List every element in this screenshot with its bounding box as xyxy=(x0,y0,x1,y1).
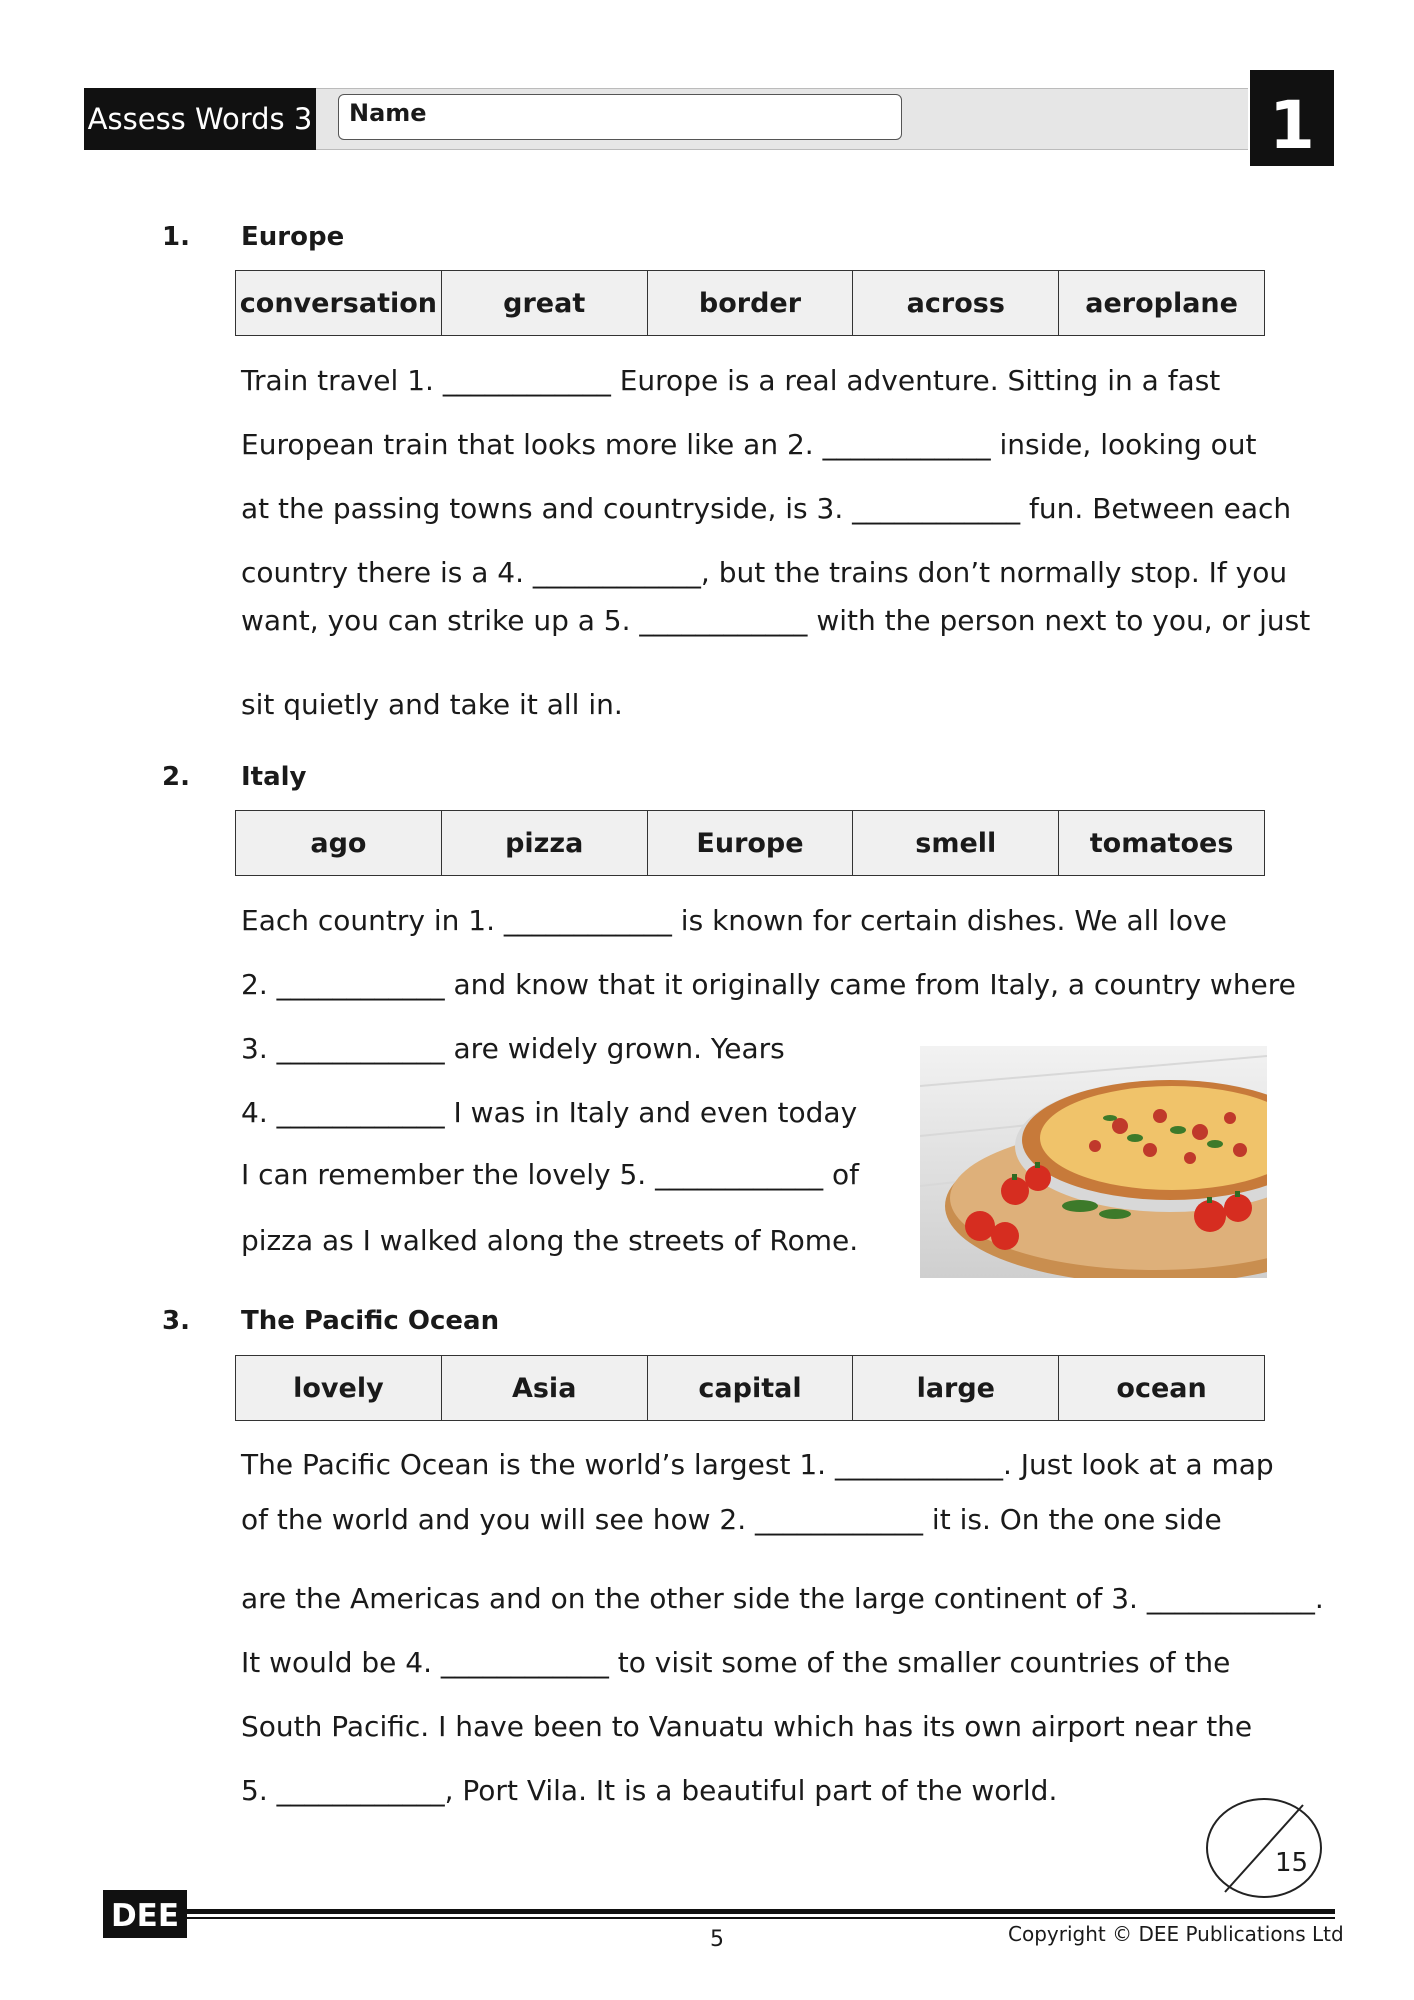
word-bank-item: border xyxy=(648,271,854,335)
passage-line: at the passing towns and countryside, is 3. ____________ fun. Between each xyxy=(241,492,1292,525)
passage-line: Each country in 1. ____________ is known for certain dishes. We all love xyxy=(241,904,1227,937)
word-bank-item: ago xyxy=(236,811,442,875)
passage-line: 2. ____________ and know that it originally came from Italy, a country where xyxy=(241,968,1296,1001)
passage-line: sit quietly and take it all in. xyxy=(241,688,623,721)
passage-line: pizza as I walked along the streets of Rome. xyxy=(241,1224,859,1257)
unit-number: 1 xyxy=(1250,70,1334,166)
name-field[interactable] xyxy=(338,94,902,140)
footer-rule xyxy=(187,1917,1335,1919)
word-bank-item: ocean xyxy=(1116,1372,1207,1404)
passage-line: The Pacific Ocean is the world’s largest 1. ____________. Just look at a map xyxy=(241,1448,1274,1481)
word-bank-item: tomatoes xyxy=(1089,827,1234,859)
question-title: Italy xyxy=(241,762,307,792)
word-bank xyxy=(235,810,1265,876)
pizza-image xyxy=(920,1046,1267,1278)
word-bank-item: capital xyxy=(648,1356,854,1420)
word-bank-item: smell xyxy=(853,811,1059,875)
publisher-logo: DEE xyxy=(103,1890,187,1938)
word-bank-item: Asia xyxy=(442,1356,648,1420)
word-bank-item: Europe xyxy=(648,811,854,875)
name-label: Name xyxy=(349,99,427,127)
passage-line: It would be 4. ____________ to visit some of the smaller countries of the xyxy=(241,1646,1231,1679)
word-bank xyxy=(235,1355,1265,1421)
footer-rule xyxy=(187,1909,1335,1914)
word-bank-item: pizza xyxy=(442,811,648,875)
passage-line: of the world and you will see how 2. ____________ it is. On the one side xyxy=(241,1503,1222,1536)
word-bank-item: large xyxy=(853,1356,1059,1420)
copyright-text: Copyright © DEE Publications Ltd xyxy=(1008,1922,1344,1946)
word-bank-item: great xyxy=(442,271,648,335)
question-number: 1. xyxy=(162,222,190,252)
word-bank xyxy=(235,270,1265,336)
passage-line: country there is a 4. ____________, but the trains don’t normally stop. If you xyxy=(241,556,1288,589)
passage-line: 5. ____________, Port Vila. It is a beautiful part of the world. xyxy=(241,1774,1058,1807)
page-number: 5 xyxy=(710,1927,724,1952)
word-bank-item: aeroplane xyxy=(1085,287,1238,319)
word-bank-item: across xyxy=(853,271,1059,335)
worksheet-title: Assess Words 3 xyxy=(84,88,316,150)
passage-line: South Pacific. I have been to Vanuatu which has its own airport near the xyxy=(241,1710,1253,1743)
passage-line: want, you can strike up a 5. ____________ with the person next to you, or just xyxy=(241,604,1311,637)
score-total: 15 xyxy=(1275,1848,1309,1878)
question-title: The Pacific Ocean xyxy=(241,1306,500,1336)
word-bank-item: lovely xyxy=(236,1356,442,1420)
word-bank-item: conversation xyxy=(236,271,442,335)
passage-line: are the Americas and on the other side the large continent of 3. ____________. xyxy=(241,1582,1324,1615)
question-number: 3. xyxy=(162,1306,190,1336)
question-number: 2. xyxy=(162,762,190,792)
question-title: Europe xyxy=(241,222,345,252)
passage-line: 4. ____________ I was in Italy and even today xyxy=(241,1096,858,1129)
passage-line: I can remember the lovely 5. ____________ of xyxy=(241,1158,859,1191)
passage-line: Train travel 1. ____________ Europe is a real adventure. Sitting in a fast xyxy=(241,364,1221,397)
passage-line: European train that looks more like an 2. ____________ inside, looking out xyxy=(241,428,1257,461)
passage-line: 3. ____________ are widely grown. Years xyxy=(241,1032,785,1065)
